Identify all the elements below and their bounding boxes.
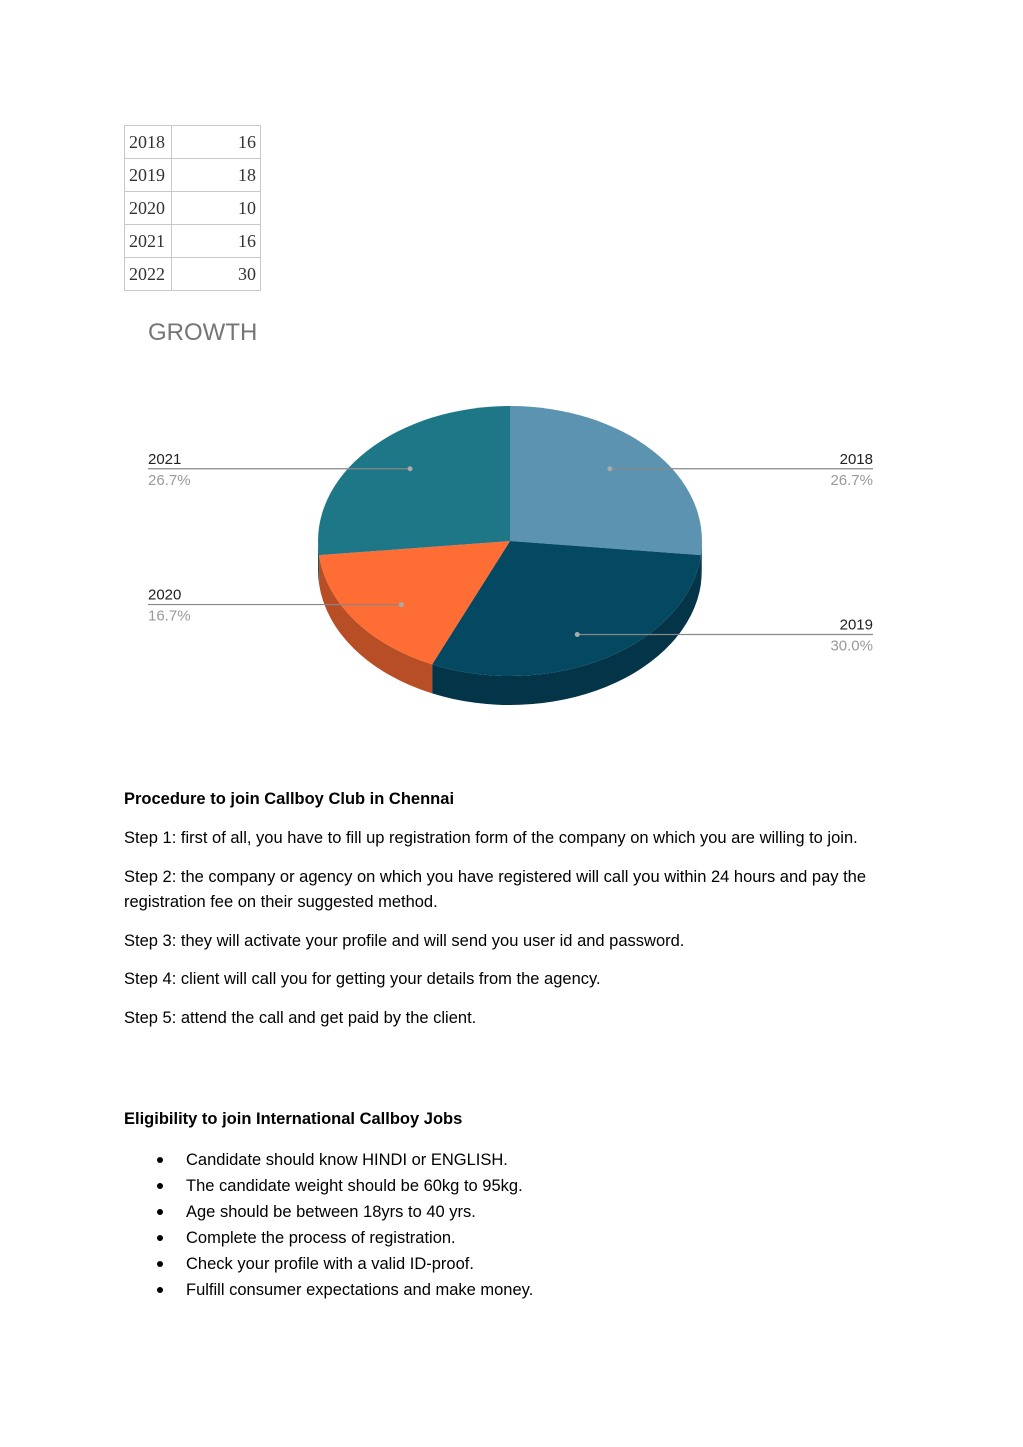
table-cell-value: 18 xyxy=(172,159,261,192)
slice-percent-2021: 26.7% xyxy=(148,471,191,489)
list-item-text: Check your profile with a valid ID-proof. xyxy=(186,1255,474,1273)
list-item xyxy=(124,1277,533,1303)
bullet-icon xyxy=(157,1183,163,1189)
list-item-text: Fulfill consumer expectations and make money. xyxy=(186,1281,534,1299)
slice-percent-2019: 30.0% xyxy=(830,637,873,655)
pie-slice-2021 xyxy=(318,406,510,555)
table-cell-year: 2018 xyxy=(125,126,172,159)
table-cell-year: 2019 xyxy=(125,159,172,192)
step-4: Step 4: client will call you for getting your details from the agency. xyxy=(124,970,601,988)
bullet-icon xyxy=(157,1209,163,1215)
table-cell-value: 10 xyxy=(172,192,261,225)
table-cell-year: 2022 xyxy=(125,258,172,291)
bullet-icon xyxy=(157,1261,163,1267)
table-row xyxy=(125,258,261,291)
list-item xyxy=(124,1173,533,1199)
leader-dot-2021 xyxy=(408,466,413,471)
slice-label-2019: 2019 xyxy=(839,616,873,634)
chart-title: GROWTH xyxy=(148,319,258,346)
eligibility-section xyxy=(124,1107,884,1132)
procedure-heading: Procedure to join Callboy Club in Chennai xyxy=(124,790,455,808)
list-item-text: The candidate weight should be 60kg to 95kg. xyxy=(186,1177,523,1195)
pie-top xyxy=(318,406,702,676)
pie-slice-2018 xyxy=(510,406,702,555)
slice-label-2018: 2018 xyxy=(839,450,873,468)
growth-pie-chart xyxy=(120,305,890,725)
table-row xyxy=(125,159,261,192)
leader-dot-2020 xyxy=(399,602,404,607)
eligibility-heading: Eligibility to join International Callboy Jobs xyxy=(124,1110,463,1128)
list-item-text: Age should be between 18yrs to 40 yrs. xyxy=(186,1203,476,1221)
list-item-text: Candidate should know HINDI or ENGLISH. xyxy=(186,1151,508,1169)
table-cell-value: 30 xyxy=(172,258,261,291)
bullet-icon xyxy=(157,1287,163,1293)
table-cell-year: 2020 xyxy=(125,192,172,225)
procedure-section xyxy=(124,787,884,1031)
data-table xyxy=(124,125,261,291)
table-cell-value: 16 xyxy=(172,225,261,258)
table-row xyxy=(125,225,261,258)
step-1: Step 1: first of all, you have to fill up registration form of the company on which you are willing to join. xyxy=(124,829,858,847)
eligibility-list xyxy=(124,1147,533,1303)
list-item-text: Complete the process of registration. xyxy=(186,1229,456,1247)
step-5: Step 5: attend the call and get paid by the client. xyxy=(124,1009,477,1027)
table-row xyxy=(125,192,261,225)
table-cell-year: 2021 xyxy=(125,225,172,258)
step-3: Step 3: they will activate your profile and will send you user id and password. xyxy=(124,932,685,950)
list-item xyxy=(124,1225,533,1251)
slice-label-2021: 2021 xyxy=(148,450,182,468)
bullet-icon xyxy=(157,1157,163,1163)
table-cell-value: 16 xyxy=(172,126,261,159)
slice-percent-2020: 16.7% xyxy=(148,607,191,625)
step-2: Step 2: the company or agency on which you have registered will call you within 24 hours and pay the registration fee on their suggested method. xyxy=(124,868,867,911)
table-row xyxy=(125,126,261,159)
leader-dot-2019 xyxy=(575,632,580,637)
leader-dot-2018 xyxy=(607,466,612,471)
slice-label-2020: 2020 xyxy=(148,586,182,604)
list-item xyxy=(124,1199,533,1225)
bullet-icon xyxy=(157,1235,163,1241)
slice-percent-2018: 26.7% xyxy=(830,471,873,489)
list-item xyxy=(124,1251,533,1277)
list-item xyxy=(124,1147,533,1173)
